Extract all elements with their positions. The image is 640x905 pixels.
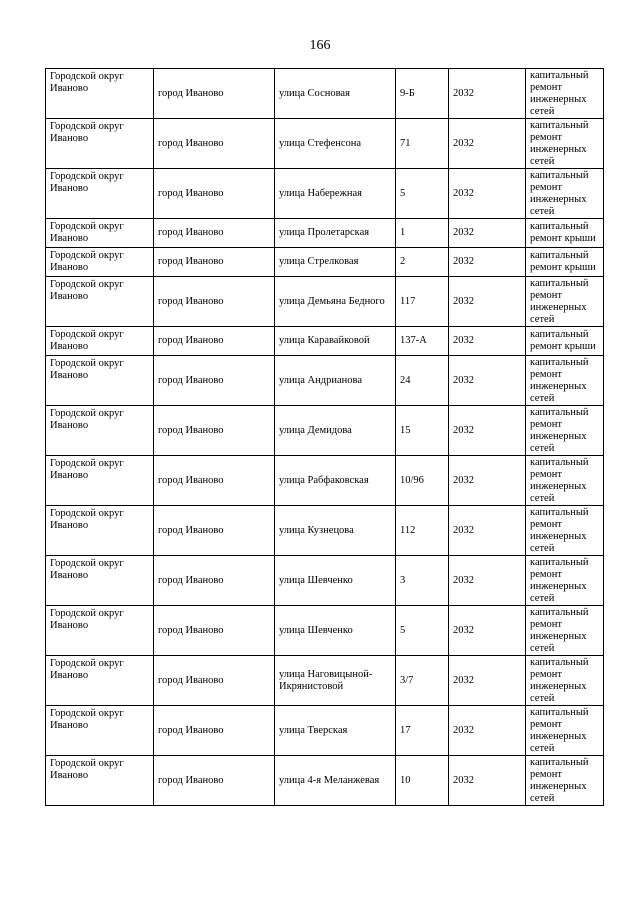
cell-street: улица Андрианова [275, 356, 396, 406]
cell-city: город Иваново [154, 606, 275, 656]
cell-year: 2032 [449, 506, 526, 556]
cell-district: Городской округ Иваново [46, 506, 154, 556]
cell-work-type: капитальный ремонт инженерных сетей [526, 277, 604, 327]
table-row [46, 356, 604, 406]
cell-year: 2032 [449, 556, 526, 606]
cell-work-type: капитальный ремонт инженерных сетей [526, 756, 604, 806]
cell-work-type: капитальный ремонт инженерных сетей [526, 406, 604, 456]
cell-year: 2032 [449, 69, 526, 119]
cell-city: город Иваново [154, 119, 275, 169]
cell-work-type: капитальный ремонт инженерных сетей [526, 456, 604, 506]
cell-street: улица Каравайковой [275, 327, 396, 356]
table-row [46, 169, 604, 219]
cell-house-number: 3 [396, 556, 449, 606]
cell-street: улица Сосновая [275, 69, 396, 119]
cell-house-number: 10 [396, 756, 449, 806]
cell-district: Городской округ Иваново [46, 356, 154, 406]
cell-work-type: капитальный ремонт инженерных сетей [526, 706, 604, 756]
cell-house-number: 137-А [396, 327, 449, 356]
table-row [46, 277, 604, 327]
cell-district: Городской округ Иваново [46, 756, 154, 806]
cell-house-number: 10/96 [396, 456, 449, 506]
cell-house-number: 15 [396, 406, 449, 456]
cell-work-type: капитальный ремонт инженерных сетей [526, 356, 604, 406]
cell-district: Городской округ Иваново [46, 456, 154, 506]
cell-year: 2032 [449, 706, 526, 756]
cell-year: 2032 [449, 119, 526, 169]
cell-house-number: 2 [396, 248, 449, 277]
cell-year: 2032 [449, 327, 526, 356]
table-row [46, 406, 604, 456]
cell-city: город Иваново [154, 327, 275, 356]
cell-street: улица Пролетарская [275, 219, 396, 248]
cell-city: город Иваново [154, 169, 275, 219]
table-row [46, 248, 604, 277]
cell-district: Городской округ Иваново [46, 219, 154, 248]
cell-work-type: капитальный ремонт крыши [526, 327, 604, 356]
table-row [46, 456, 604, 506]
cell-year: 2032 [449, 356, 526, 406]
cell-district: Городской округ Иваново [46, 248, 154, 277]
table-row [46, 327, 604, 356]
cell-city: город Иваново [154, 277, 275, 327]
cell-work-type: капитальный ремонт инженерных сетей [526, 506, 604, 556]
cell-district: Городской округ Иваново [46, 169, 154, 219]
cell-work-type: капитальный ремонт инженерных сетей [526, 119, 604, 169]
cell-work-type: капитальный ремонт крыши [526, 219, 604, 248]
cell-city: город Иваново [154, 406, 275, 456]
cell-city: город Иваново [154, 356, 275, 406]
cell-street: улица 4-я Меланжевая [275, 756, 396, 806]
cell-year: 2032 [449, 169, 526, 219]
cell-street: улица Рабфаковская [275, 456, 396, 506]
cell-work-type: капитальный ремонт инженерных сетей [526, 169, 604, 219]
cell-district: Городской округ Иваново [46, 606, 154, 656]
cell-year: 2032 [449, 606, 526, 656]
cell-house-number: 24 [396, 356, 449, 406]
cell-house-number: 112 [396, 506, 449, 556]
cell-city: город Иваново [154, 69, 275, 119]
table-row [46, 506, 604, 556]
cell-city: город Иваново [154, 656, 275, 706]
page-number: 166 [309, 38, 331, 53]
cell-city: город Иваново [154, 756, 275, 806]
table-row [46, 706, 604, 756]
cell-house-number: 9-Б [396, 69, 449, 119]
cell-year: 2032 [449, 756, 526, 806]
cell-work-type: капитальный ремонт инженерных сетей [526, 606, 604, 656]
cell-street: улица Наговицыной-Икрянистовой [275, 656, 396, 706]
table-row [46, 656, 604, 706]
cell-city: город Иваново [154, 556, 275, 606]
cell-district: Городской округ Иваново [46, 556, 154, 606]
cell-work-type: капитальный ремонт инженерных сетей [526, 656, 604, 706]
cell-city: город Иваново [154, 506, 275, 556]
cell-city: город Иваново [154, 706, 275, 756]
table-row [46, 756, 604, 806]
cell-district: Городской округ Иваново [46, 119, 154, 169]
cell-street: улица Кузнецова [275, 506, 396, 556]
cell-house-number: 1 [396, 219, 449, 248]
cell-street: улица Демидова [275, 406, 396, 456]
cell-district: Городской округ Иваново [46, 706, 154, 756]
cell-district: Городской округ Иваново [46, 656, 154, 706]
cell-house-number: 71 [396, 119, 449, 169]
registry-table [45, 68, 604, 806]
cell-street: улица Стефенсона [275, 119, 396, 169]
table-row [46, 219, 604, 248]
cell-street: улица Демьяна Бедного [275, 277, 396, 327]
cell-year: 2032 [449, 406, 526, 456]
cell-city: город Иваново [154, 219, 275, 248]
cell-district: Городской округ Иваново [46, 406, 154, 456]
cell-work-type: капитальный ремонт крыши [526, 248, 604, 277]
cell-house-number: 17 [396, 706, 449, 756]
registry-table-body [46, 69, 604, 806]
cell-work-type: капитальный ремонт инженерных сетей [526, 69, 604, 119]
cell-house-number: 117 [396, 277, 449, 327]
cell-year: 2032 [449, 219, 526, 248]
cell-district: Городской округ Иваново [46, 69, 154, 119]
cell-street: улица Шевченко [275, 556, 396, 606]
cell-street: улица Шевченко [275, 606, 396, 656]
cell-year: 2032 [449, 277, 526, 327]
cell-street: улица Тверская [275, 706, 396, 756]
table-row [46, 119, 604, 169]
table-row [46, 556, 604, 606]
cell-house-number: 5 [396, 606, 449, 656]
table-row [46, 69, 604, 119]
cell-house-number: 5 [396, 169, 449, 219]
cell-city: город Иваново [154, 248, 275, 277]
table-row [46, 606, 604, 656]
cell-year: 2032 [449, 656, 526, 706]
cell-year: 2032 [449, 456, 526, 506]
cell-district: Городской округ Иваново [46, 277, 154, 327]
cell-district: Городской округ Иваново [46, 327, 154, 356]
cell-city: город Иваново [154, 456, 275, 506]
cell-street: улица Набережная [275, 169, 396, 219]
cell-house-number: 3/7 [396, 656, 449, 706]
cell-street: улица Стрелковая [275, 248, 396, 277]
cell-year: 2032 [449, 248, 526, 277]
cell-work-type: капитальный ремонт инженерных сетей [526, 556, 604, 606]
